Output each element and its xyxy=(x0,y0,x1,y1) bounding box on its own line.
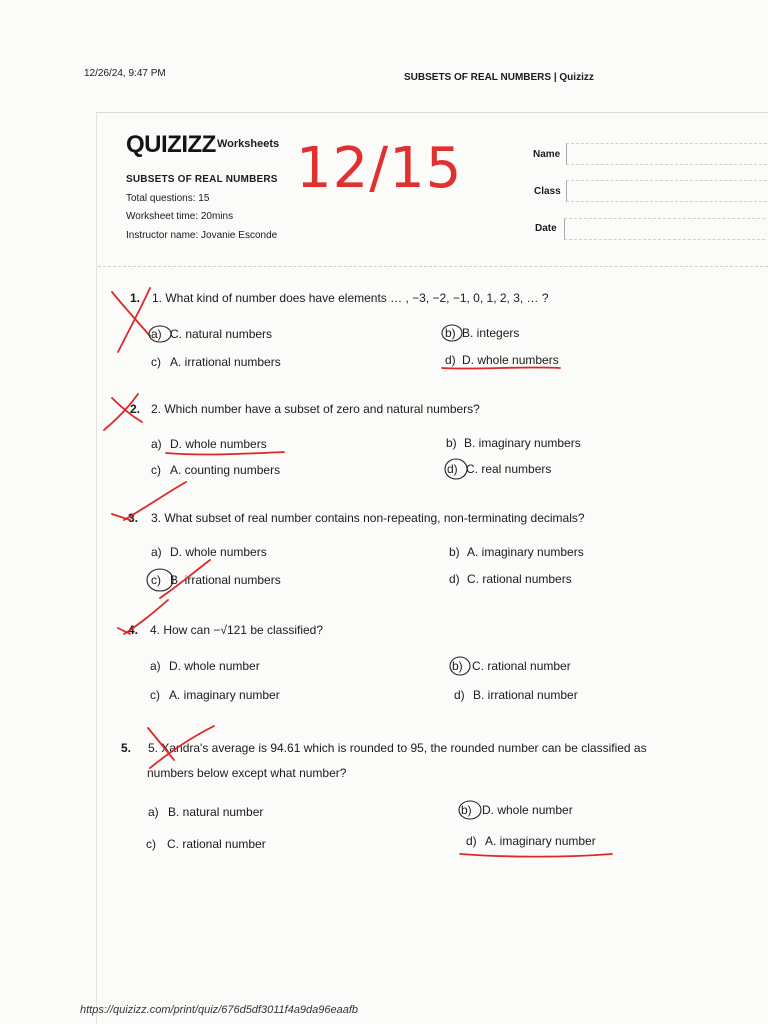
option-a-letter[interactable]: a) xyxy=(148,805,159,819)
option-d-text[interactable]: A. imaginary number xyxy=(485,834,596,848)
option-c-text[interactable]: C. rational number xyxy=(167,837,266,851)
answer-underline-q1 xyxy=(442,367,560,368)
date-label: Date xyxy=(535,223,557,234)
option-d-letter[interactable]: d) xyxy=(454,688,465,702)
option-a-text[interactable]: C. natural numbers xyxy=(170,327,273,341)
check-mark-q3-answer xyxy=(160,560,210,598)
option-c-letter[interactable]: c) xyxy=(150,688,160,702)
print-page-title: SUBSETS OF REAL NUMBERS | Quizizz xyxy=(404,72,594,83)
circle-q1-b xyxy=(442,325,462,341)
option-d-letter[interactable]: d) xyxy=(466,834,477,848)
instructor-name: Instructor name: Jovanie Esconde xyxy=(126,230,278,241)
check-mark-q4 xyxy=(124,600,168,634)
option-c-text[interactable]: A. irrational numbers xyxy=(170,355,281,369)
wrong-mark-q5-stroke xyxy=(150,726,214,768)
class-label: Class xyxy=(534,186,561,197)
name-label: Name xyxy=(533,149,561,160)
option-d-letter[interactable]: d) xyxy=(445,353,456,367)
circle-q4-b xyxy=(450,657,470,675)
question-text-continued: numbers below except what number? xyxy=(147,766,347,780)
circle-q1-a xyxy=(149,326,171,342)
worksheet-title: SUBSETS OF REAL NUMBERS xyxy=(126,174,278,185)
question-text: 2. Which number have a subset of zero and natural numbers? xyxy=(151,402,480,416)
option-a-text[interactable]: B. natural number xyxy=(168,805,264,819)
option-a-letter[interactable]: a) xyxy=(151,327,162,341)
option-a-letter[interactable]: a) xyxy=(151,437,162,451)
question-text: 3. What subset of real number contains non-repeating, non-terminating decimals? xyxy=(151,511,585,525)
answer-underline-q2 xyxy=(166,452,284,455)
check-mark-q3 xyxy=(124,482,186,520)
question-number: 3. xyxy=(128,511,139,525)
option-a-text[interactable]: D. whole number xyxy=(169,659,260,673)
option-b-letter[interactable]: b) xyxy=(445,326,456,340)
answer-underline-q5 xyxy=(460,854,612,857)
option-a-letter[interactable]: a) xyxy=(151,545,162,559)
option-b-text[interactable]: C. rational number xyxy=(472,659,571,673)
option-b-text[interactable]: A. imaginary numbers xyxy=(467,545,584,559)
option-c-letter[interactable]: c) xyxy=(151,463,161,477)
question-text: 4. How can −√121 be classified? xyxy=(150,623,324,637)
option-d-letter[interactable]: d) xyxy=(447,462,458,476)
option-b-text[interactable]: B. imaginary numbers xyxy=(464,436,581,450)
circle-q2-d xyxy=(445,459,467,479)
option-d-text[interactable]: C. rational numbers xyxy=(467,572,572,586)
question-number: 5. xyxy=(121,741,132,755)
option-c-letter[interactable]: c) xyxy=(151,573,161,587)
option-b-text[interactable]: D. whole number xyxy=(482,803,573,817)
wrong-mark-q1-stroke xyxy=(118,288,150,352)
quizizz-logo: QUIZIZZ xyxy=(126,131,216,158)
question-number: 2. xyxy=(130,402,141,416)
option-d-text[interactable]: C. real numbers xyxy=(466,462,552,476)
option-a-text[interactable]: D. whole numbers xyxy=(170,437,267,451)
question-text: 5. Xandra's average is 94.61 which is rounded to 95, the rounded number can be classified as xyxy=(148,741,647,755)
question-number: 1. xyxy=(130,291,141,305)
circle-q3-c xyxy=(147,569,173,591)
total-questions: Total questions: 15 xyxy=(126,193,210,204)
option-c-text[interactable]: B. irrational numbers xyxy=(170,573,281,587)
wrong-mark-q2-stroke xyxy=(104,394,141,430)
option-d-text[interactable]: D. whole numbers xyxy=(462,353,559,367)
circle-q5-b xyxy=(459,801,481,819)
option-b-letter[interactable]: b) xyxy=(449,545,460,559)
print-datetime: 12/26/24, 9:47 PM xyxy=(84,68,166,79)
handwritten-score: 12/15 xyxy=(296,136,463,201)
option-b-letter[interactable]: b) xyxy=(452,659,463,673)
option-a-text[interactable]: D. whole numbers xyxy=(170,545,267,559)
option-d-text[interactable]: B. irrational number xyxy=(473,688,578,702)
option-b-text[interactable]: B. integers xyxy=(462,326,520,340)
option-c-letter[interactable]: c) xyxy=(151,355,161,369)
option-a-letter[interactable]: a) xyxy=(150,659,161,673)
option-d-letter[interactable]: d) xyxy=(449,572,460,586)
option-c-text[interactable]: A. counting numbers xyxy=(170,463,281,477)
option-c-text[interactable]: A. imaginary number xyxy=(169,688,280,702)
question-text: 1. What kind of number does have elements … , −3, −2, −1, 0, 1, 2, 3, … ? xyxy=(152,291,549,305)
logo-subtitle: Worksheets xyxy=(217,138,280,150)
question-number: 4. xyxy=(128,623,139,637)
print-url[interactable]: https://quizizz.com/print/quiz/676d5df3011f4a9da96eaafb xyxy=(80,1004,359,1016)
option-b-letter[interactable]: b) xyxy=(446,436,457,450)
wrong-mark-q5 xyxy=(148,728,174,760)
option-b-letter[interactable]: b) xyxy=(461,803,472,817)
option-c-letter[interactable]: c) xyxy=(146,837,156,851)
worksheet-time: Worksheet time: 20mins xyxy=(126,211,234,222)
